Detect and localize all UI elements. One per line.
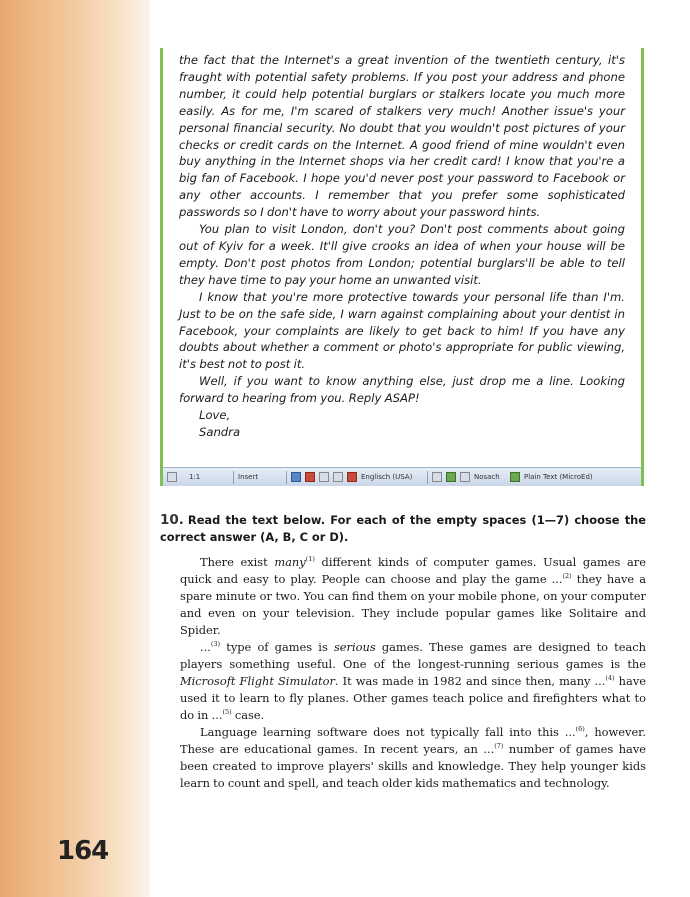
email-paragraph: I know that you're more protective towards your personal life than I'm. Just to be on the safe side, I warn against complaining about your dentist in Facebook, your complaints are likely to get back to him! If you have any doubts about whether a comment or photo's appropriate for public viewing, it's best not to post it. <box>179 289 625 372</box>
text-run: There exist <box>200 555 275 569</box>
text-run: , however. These are educational games. In recent years, an ... <box>180 725 646 756</box>
email-signature: Sandra <box>199 424 241 439</box>
status-menu-icon[interactable] <box>167 472 177 482</box>
text-run: different kinds of computer games. Usual games are quick and easy to play. People can choose and play the game ... <box>180 555 646 586</box>
flag-icon[interactable] <box>347 472 357 482</box>
email-paragraph: Well, if you want to know anything else, just drop me a line. Looking forward to hearing from you. Reply ASAP! <box>179 374 625 406</box>
gap-marker: (6) <box>575 725 585 734</box>
status-format[interactable]: Plain Text (MicroEd) <box>524 473 593 481</box>
text-run: type of games is <box>220 640 334 654</box>
email-paragraph: You plan to visit London, don't you? Don't post comments about going out of Kyiv for a week. It'll give crooks an idea of when your house will be empty. Don't post photos from London; potential burglars'll be able to tell they have time to pay your home an unwanted visit. <box>179 222 625 287</box>
layout-icon[interactable] <box>319 472 329 482</box>
text-run: . It was made in 1982 and since then, many ... <box>334 674 606 688</box>
status-separator <box>427 471 428 484</box>
gap-marker: (7) <box>494 742 504 751</box>
email-paragraph: the fact that the Internet's a great invention of the twentieth century, it's fraught with potential safety problems. If you post your address and phone number, it could help potential burglars or stalkers locate you much more easily. As for me, I'm scared of stalkers very much! Another issue's your personal financial security. No doubt that you wouldn't post pictures of your checks or credit cards on the Internet. A good friend of mine wouldn't even buy anything in the Internet shops via her credit card! I know that you're a big fan of Facebook. I hope you'd never post your password to Facebook or any other accounts. I remember that you prefer some sophisticated passwords so I don't have to worry about your password hints. <box>179 53 625 220</box>
task-heading <box>160 512 646 546</box>
emphasis-text: serious <box>333 640 376 654</box>
spellcheck-icon[interactable] <box>432 472 442 482</box>
record-icon[interactable] <box>305 472 315 482</box>
text-run: games. These games are designed to teach players something useful. One of the longest-running serious games is the <box>180 640 646 671</box>
email-editor-window <box>160 48 644 486</box>
exercise-paragraph <box>180 724 646 792</box>
status-insert-mode[interactable]: Insert <box>238 473 259 481</box>
refresh-icon[interactable] <box>446 472 456 482</box>
status-separator <box>233 471 234 484</box>
gap-marker: (5) <box>222 708 232 717</box>
print-icon[interactable] <box>333 472 343 482</box>
email-body <box>179 52 625 441</box>
exercise-text <box>180 554 646 792</box>
page-number: 164 <box>57 836 109 866</box>
gap-marker: (1) <box>305 555 315 564</box>
task-instruction: Read the text below. For each of the empty spaces (1—7) choose the correct answer (A, B, C or D). <box>160 513 646 544</box>
gap-marker: (4) <box>605 674 615 683</box>
example-answer: many <box>274 555 306 569</box>
exercise-paragraph <box>180 639 646 724</box>
text-run: have used it to learn to fly planes. Other games teach police and firefighters what to do in ... <box>180 674 646 722</box>
emphasis-text: Microsoft Flight Simulator <box>180 674 335 688</box>
status-cursor-position: 1:1 <box>189 473 201 481</box>
text-run: Language learning software does not typically fall into this ... <box>200 725 576 739</box>
status-language[interactable]: Englisch (USA) <box>361 473 413 481</box>
text-run: case. <box>231 708 265 722</box>
task-number: 10. <box>160 512 184 528</box>
editor-status-bar <box>163 467 641 486</box>
format-icon[interactable] <box>510 472 520 482</box>
gap-marker: (3) <box>210 640 221 649</box>
page-margin-band <box>0 0 150 897</box>
document-icon[interactable] <box>291 472 301 482</box>
gap-marker: (2) <box>562 572 572 581</box>
text-run: ... <box>200 640 211 654</box>
status-separator <box>286 471 287 484</box>
status-spellcheck[interactable]: Nosach <box>474 473 500 481</box>
email-closing: Love, <box>199 408 231 423</box>
text-run: they have a spare minute or two. You can find them on your mobile phone, on your computer and even on your television. They include popular games like Solitaire and Spider. <box>180 572 646 637</box>
exercise-paragraph <box>180 554 646 639</box>
check-icon[interactable] <box>460 472 470 482</box>
text-run: number of games have been created to improve players' skills and knowledge. They help younger kids learn to count and spell, and teach older kids mathematics and technology. <box>180 742 646 790</box>
